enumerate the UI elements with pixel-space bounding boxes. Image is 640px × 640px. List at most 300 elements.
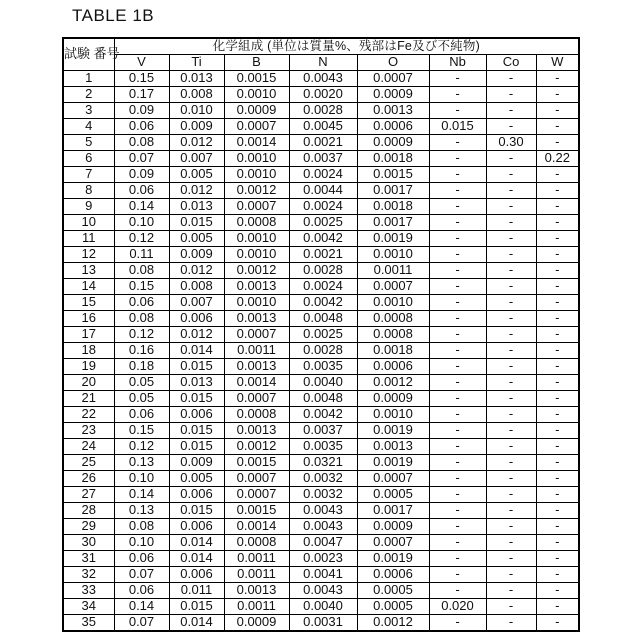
cell-value: 0.0019	[357, 551, 429, 567]
cell-value: -	[486, 359, 536, 375]
cell-value: -	[429, 535, 486, 551]
cell-value: 0.0015	[224, 455, 289, 471]
table-row	[63, 327, 579, 343]
table-row	[63, 295, 579, 311]
cell-value: -	[486, 167, 536, 183]
cell-value: 0.0006	[357, 359, 429, 375]
cell-value: -	[429, 551, 486, 567]
cell-value: 0.0025	[289, 215, 357, 231]
cell-value: 0.0023	[289, 551, 357, 567]
cell-value: 0.12	[114, 327, 169, 343]
cell-value: 0.0010	[224, 295, 289, 311]
table-row	[63, 519, 579, 535]
cell-value: -	[536, 327, 579, 343]
cell-value: 0.013	[169, 199, 224, 215]
cell-value: -	[536, 167, 579, 183]
cell-value: 0.0037	[289, 151, 357, 167]
cell-value: 0.015	[169, 359, 224, 375]
cell-value: 0.0011	[224, 567, 289, 583]
cell-value: 0.15	[114, 423, 169, 439]
cell-value: 0.05	[114, 375, 169, 391]
cell-value: 0.0009	[357, 391, 429, 407]
cell-value: 0.014	[169, 615, 224, 632]
cell-value: 0.010	[169, 103, 224, 119]
cell-value: 0.06	[114, 183, 169, 199]
cell-specimen-number: 31	[63, 551, 114, 567]
cell-value: -	[536, 183, 579, 199]
header-row-elements	[63, 55, 579, 71]
cell-value: 0.008	[169, 87, 224, 103]
table-row	[63, 407, 579, 423]
cell-value: 0.0021	[289, 135, 357, 151]
cell-value: 0.0010	[357, 295, 429, 311]
cell-value: 0.014	[169, 551, 224, 567]
cell-value: 0.0010	[357, 247, 429, 263]
cell-value: 0.0007	[357, 535, 429, 551]
cell-value: 0.07	[114, 567, 169, 583]
cell-specimen-number: 22	[63, 407, 114, 423]
cell-value: 0.0010	[357, 407, 429, 423]
table-row	[63, 567, 579, 583]
cell-value: 0.0015	[357, 167, 429, 183]
cell-value: 0.0014	[224, 519, 289, 535]
cell-value: -	[486, 311, 536, 327]
cell-value: 0.0042	[289, 231, 357, 247]
cell-value: 0.13	[114, 455, 169, 471]
table-row	[63, 471, 579, 487]
cell-value: -	[486, 199, 536, 215]
cell-value: -	[429, 503, 486, 519]
cell-value: 0.0018	[357, 199, 429, 215]
cell-value: 0.005	[169, 167, 224, 183]
cell-value: -	[429, 439, 486, 455]
cell-specimen-number: 21	[63, 391, 114, 407]
cell-value: -	[429, 487, 486, 503]
cell-value: -	[486, 247, 536, 263]
cell-value: -	[536, 567, 579, 583]
cell-value: -	[536, 231, 579, 247]
cell-value: -	[429, 103, 486, 119]
table-row	[63, 87, 579, 103]
table-row	[63, 583, 579, 599]
cell-value: -	[429, 215, 486, 231]
table-row	[63, 247, 579, 263]
cell-value: 0.0006	[357, 119, 429, 135]
cell-value: -	[536, 439, 579, 455]
cell-specimen-number: 3	[63, 103, 114, 119]
composition-table	[62, 37, 580, 632]
cell-value: -	[486, 599, 536, 615]
column-header-v: V	[114, 55, 169, 71]
cell-value: -	[486, 439, 536, 455]
cell-value: 0.07	[114, 615, 169, 632]
cell-value: -	[486, 375, 536, 391]
cell-value: 0.0020	[289, 87, 357, 103]
cell-value: -	[536, 295, 579, 311]
cell-value: 0.0012	[224, 183, 289, 199]
cell-value: 0.0009	[357, 519, 429, 535]
cell-value: 0.14	[114, 199, 169, 215]
cell-value: -	[536, 375, 579, 391]
column-header-b: B	[224, 55, 289, 71]
cell-value: 0.0007	[224, 119, 289, 135]
table-row	[63, 455, 579, 471]
cell-specimen-number: 9	[63, 199, 114, 215]
cell-value: -	[486, 327, 536, 343]
cell-value: 0.0007	[357, 71, 429, 87]
cell-value: 0.06	[114, 583, 169, 599]
cell-value: -	[486, 551, 536, 567]
cell-specimen-number: 27	[63, 487, 114, 503]
table-row	[63, 167, 579, 183]
cell-value: 0.012	[169, 327, 224, 343]
cell-value: -	[536, 87, 579, 103]
column-header-chemical-composition: 化学組成 (単位は質量%、残部はFe及び不純物)	[114, 38, 579, 55]
cell-value: 0.0018	[357, 343, 429, 359]
table-row	[63, 311, 579, 327]
cell-value: 0.0007	[224, 327, 289, 343]
table-row	[63, 551, 579, 567]
cell-value: 0.007	[169, 151, 224, 167]
cell-value: 0.0042	[289, 407, 357, 423]
column-header-w: W	[536, 55, 579, 71]
cell-value: 0.0031	[289, 615, 357, 632]
cell-value: -	[429, 199, 486, 215]
table-row	[63, 263, 579, 279]
header-row-composition	[63, 38, 579, 55]
cell-value: 0.0044	[289, 183, 357, 199]
cell-value: 0.0007	[224, 199, 289, 215]
column-header-nb: Nb	[429, 55, 486, 71]
cell-value: 0.0019	[357, 231, 429, 247]
cell-value: -	[429, 135, 486, 151]
cell-specimen-number: 7	[63, 167, 114, 183]
cell-value: -	[536, 279, 579, 295]
cell-value: -	[486, 535, 536, 551]
cell-specimen-number: 5	[63, 135, 114, 151]
table-row	[63, 103, 579, 119]
table-row	[63, 391, 579, 407]
cell-value: 0.0024	[289, 279, 357, 295]
cell-value: 0.009	[169, 455, 224, 471]
cell-value: -	[536, 103, 579, 119]
cell-value: 0.0013	[357, 439, 429, 455]
cell-value: 0.0012	[224, 263, 289, 279]
cell-value: 0.0008	[224, 407, 289, 423]
cell-value: 0.009	[169, 119, 224, 135]
cell-value: 0.0006	[357, 567, 429, 583]
cell-value: -	[486, 279, 536, 295]
cell-value: 0.014	[169, 535, 224, 551]
cell-value: -	[486, 215, 536, 231]
cell-value: -	[486, 423, 536, 439]
cell-value: 0.0007	[357, 279, 429, 295]
cell-value: -	[536, 119, 579, 135]
cell-value: 0.0018	[357, 151, 429, 167]
cell-value: 0.0019	[357, 423, 429, 439]
cell-value: 0.0014	[224, 135, 289, 151]
cell-specimen-number: 20	[63, 375, 114, 391]
cell-value: 0.0010	[224, 87, 289, 103]
cell-value: -	[536, 551, 579, 567]
cell-value: -	[536, 423, 579, 439]
cell-specimen-number: 28	[63, 503, 114, 519]
cell-specimen-number: 8	[63, 183, 114, 199]
cell-value: 0.006	[169, 311, 224, 327]
cell-value: 0.0043	[289, 503, 357, 519]
cell-value: 0.0035	[289, 439, 357, 455]
cell-value: 0.0047	[289, 535, 357, 551]
cell-value: -	[429, 583, 486, 599]
cell-value: 0.0040	[289, 599, 357, 615]
cell-value: 0.0032	[289, 471, 357, 487]
cell-value: -	[486, 567, 536, 583]
cell-value: 0.18	[114, 359, 169, 375]
cell-value: -	[536, 615, 579, 632]
cell-value: -	[536, 215, 579, 231]
cell-value: 0.06	[114, 295, 169, 311]
column-header-n: N	[289, 55, 357, 71]
table-row	[63, 487, 579, 503]
table-row	[63, 215, 579, 231]
cell-value: 0.15	[114, 279, 169, 295]
cell-value: -	[486, 87, 536, 103]
cell-specimen-number: 11	[63, 231, 114, 247]
cell-value: -	[486, 407, 536, 423]
cell-value: -	[486, 183, 536, 199]
cell-value: 0.0021	[289, 247, 357, 263]
cell-value: -	[429, 311, 486, 327]
table-row	[63, 503, 579, 519]
cell-value: 0.0008	[357, 327, 429, 343]
cell-value: 0.0011	[357, 263, 429, 279]
cell-value: 0.009	[169, 247, 224, 263]
cell-value: 0.0042	[289, 295, 357, 311]
table-row	[63, 615, 579, 632]
cell-specimen-number: 30	[63, 535, 114, 551]
cell-value: 0.0032	[289, 487, 357, 503]
table-row	[63, 423, 579, 439]
cell-value: 0.015	[169, 503, 224, 519]
cell-value: 0.0043	[289, 583, 357, 599]
cell-value: 0.16	[114, 343, 169, 359]
cell-specimen-number: 1	[63, 71, 114, 87]
cell-value: -	[429, 615, 486, 632]
cell-value: 0.0007	[224, 391, 289, 407]
table-row	[63, 343, 579, 359]
cell-value: 0.0010	[224, 151, 289, 167]
cell-value: -	[429, 567, 486, 583]
cell-value: 0.015	[169, 215, 224, 231]
cell-value: 0.012	[169, 263, 224, 279]
cell-value: -	[429, 375, 486, 391]
cell-value: 0.08	[114, 263, 169, 279]
cell-value: 0.0017	[357, 183, 429, 199]
cell-value: 0.0028	[289, 263, 357, 279]
cell-specimen-number: 16	[63, 311, 114, 327]
cell-value: -	[536, 535, 579, 551]
table-row	[63, 183, 579, 199]
cell-value: 0.0005	[357, 599, 429, 615]
cell-value: 0.0048	[289, 311, 357, 327]
cell-value: 0.007	[169, 295, 224, 311]
cell-value: 0.0005	[357, 487, 429, 503]
cell-value: 0.0019	[357, 455, 429, 471]
table-row	[63, 359, 579, 375]
cell-value: 0.0014	[224, 375, 289, 391]
cell-value: 0.0017	[357, 215, 429, 231]
cell-value: -	[486, 103, 536, 119]
cell-value: -	[429, 391, 486, 407]
cell-value: 0.0043	[289, 519, 357, 535]
cell-value: 0.0041	[289, 567, 357, 583]
cell-value: 0.09	[114, 103, 169, 119]
cell-value: 0.0025	[289, 327, 357, 343]
cell-value: 0.0008	[224, 215, 289, 231]
cell-value: 0.0321	[289, 455, 357, 471]
cell-value: 0.0012	[224, 439, 289, 455]
cell-value: 0.0017	[357, 503, 429, 519]
cell-value: -	[429, 151, 486, 167]
cell-value: -	[486, 503, 536, 519]
table-row	[63, 599, 579, 615]
table-row	[63, 151, 579, 167]
cell-value: 0.14	[114, 599, 169, 615]
cell-value: -	[486, 295, 536, 311]
cell-value: 0.0008	[357, 311, 429, 327]
cell-value: 0.006	[169, 487, 224, 503]
cell-value: 0.0028	[289, 103, 357, 119]
cell-specimen-number: 26	[63, 471, 114, 487]
cell-value: -	[429, 71, 486, 87]
cell-value: 0.0011	[224, 343, 289, 359]
cell-value: -	[429, 407, 486, 423]
cell-value: 0.0010	[224, 247, 289, 263]
cell-specimen-number: 19	[63, 359, 114, 375]
table-row	[63, 71, 579, 87]
cell-value: 0.005	[169, 231, 224, 247]
cell-value: 0.08	[114, 135, 169, 151]
cell-value: 0.0013	[224, 359, 289, 375]
cell-value: 0.0012	[357, 375, 429, 391]
cell-value: 0.0009	[224, 103, 289, 119]
cell-value: 0.0048	[289, 391, 357, 407]
cell-value: -	[429, 455, 486, 471]
column-header-o: O	[357, 55, 429, 71]
cell-value: 0.0005	[357, 583, 429, 599]
cell-value: 0.020	[429, 599, 486, 615]
cell-value: 0.0007	[357, 471, 429, 487]
cell-specimen-number: 2	[63, 87, 114, 103]
cell-specimen-number: 23	[63, 423, 114, 439]
cell-value: 0.22	[536, 151, 579, 167]
cell-specimen-number: 13	[63, 263, 114, 279]
column-header-specimen-number: 試験 番号	[63, 38, 114, 71]
cell-value: 0.0011	[224, 599, 289, 615]
cell-value: 0.015	[169, 391, 224, 407]
cell-value: 0.0007	[224, 471, 289, 487]
cell-value: 0.015	[169, 599, 224, 615]
cell-value: -	[536, 519, 579, 535]
cell-value: 0.0013	[224, 279, 289, 295]
cell-value: 0.0007	[224, 487, 289, 503]
cell-value: -	[536, 503, 579, 519]
table-row	[63, 119, 579, 135]
cell-value: 0.06	[114, 407, 169, 423]
cell-value: -	[429, 279, 486, 295]
cell-specimen-number: 6	[63, 151, 114, 167]
cell-value: -	[429, 295, 486, 311]
cell-value: 0.006	[169, 407, 224, 423]
cell-value: 0.11	[114, 247, 169, 263]
cell-value: 0.05	[114, 391, 169, 407]
cell-value: -	[429, 87, 486, 103]
table-row	[63, 199, 579, 215]
cell-value: 0.0015	[224, 503, 289, 519]
cell-value: -	[429, 359, 486, 375]
cell-value: 0.0035	[289, 359, 357, 375]
cell-value: -	[429, 247, 486, 263]
cell-value: 0.13	[114, 503, 169, 519]
cell-value: 0.30	[486, 135, 536, 151]
cell-value: -	[536, 487, 579, 503]
cell-value: 0.08	[114, 311, 169, 327]
cell-value: 0.014	[169, 343, 224, 359]
cell-specimen-number: 32	[63, 567, 114, 583]
cell-value: -	[429, 263, 486, 279]
cell-value: 0.0037	[289, 423, 357, 439]
table-row	[63, 135, 579, 151]
cell-value: 0.09	[114, 167, 169, 183]
cell-value: 0.0011	[224, 551, 289, 567]
cell-value: 0.0024	[289, 167, 357, 183]
cell-value: 0.10	[114, 535, 169, 551]
cell-value: 0.0012	[357, 615, 429, 632]
cell-value: -	[536, 359, 579, 375]
cell-specimen-number: 33	[63, 583, 114, 599]
cell-value: 0.0013	[224, 583, 289, 599]
cell-value: -	[536, 135, 579, 151]
cell-value: 0.14	[114, 487, 169, 503]
cell-value: 0.0013	[224, 423, 289, 439]
cell-value: 0.008	[169, 279, 224, 295]
cell-specimen-number: 29	[63, 519, 114, 535]
cell-value: -	[536, 391, 579, 407]
cell-value: 0.0028	[289, 343, 357, 359]
cell-value: 0.08	[114, 519, 169, 535]
cell-value: 0.0010	[224, 231, 289, 247]
cell-value: -	[486, 391, 536, 407]
cell-value: -	[486, 119, 536, 135]
cell-value: -	[536, 583, 579, 599]
cell-value: 0.0043	[289, 71, 357, 87]
cell-value: -	[486, 263, 536, 279]
cell-value: -	[536, 71, 579, 87]
cell-value: -	[486, 151, 536, 167]
table-row	[63, 231, 579, 247]
table-row	[63, 279, 579, 295]
cell-value: -	[536, 311, 579, 327]
cell-value: -	[486, 583, 536, 599]
cell-value: 0.06	[114, 551, 169, 567]
table-body	[63, 71, 579, 632]
table-title: TABLE 1B	[72, 6, 155, 25]
cell-value: 0.0013	[224, 311, 289, 327]
cell-value: 0.012	[169, 135, 224, 151]
cell-value: -	[429, 327, 486, 343]
cell-value: 0.12	[114, 231, 169, 247]
cell-value: -	[486, 519, 536, 535]
